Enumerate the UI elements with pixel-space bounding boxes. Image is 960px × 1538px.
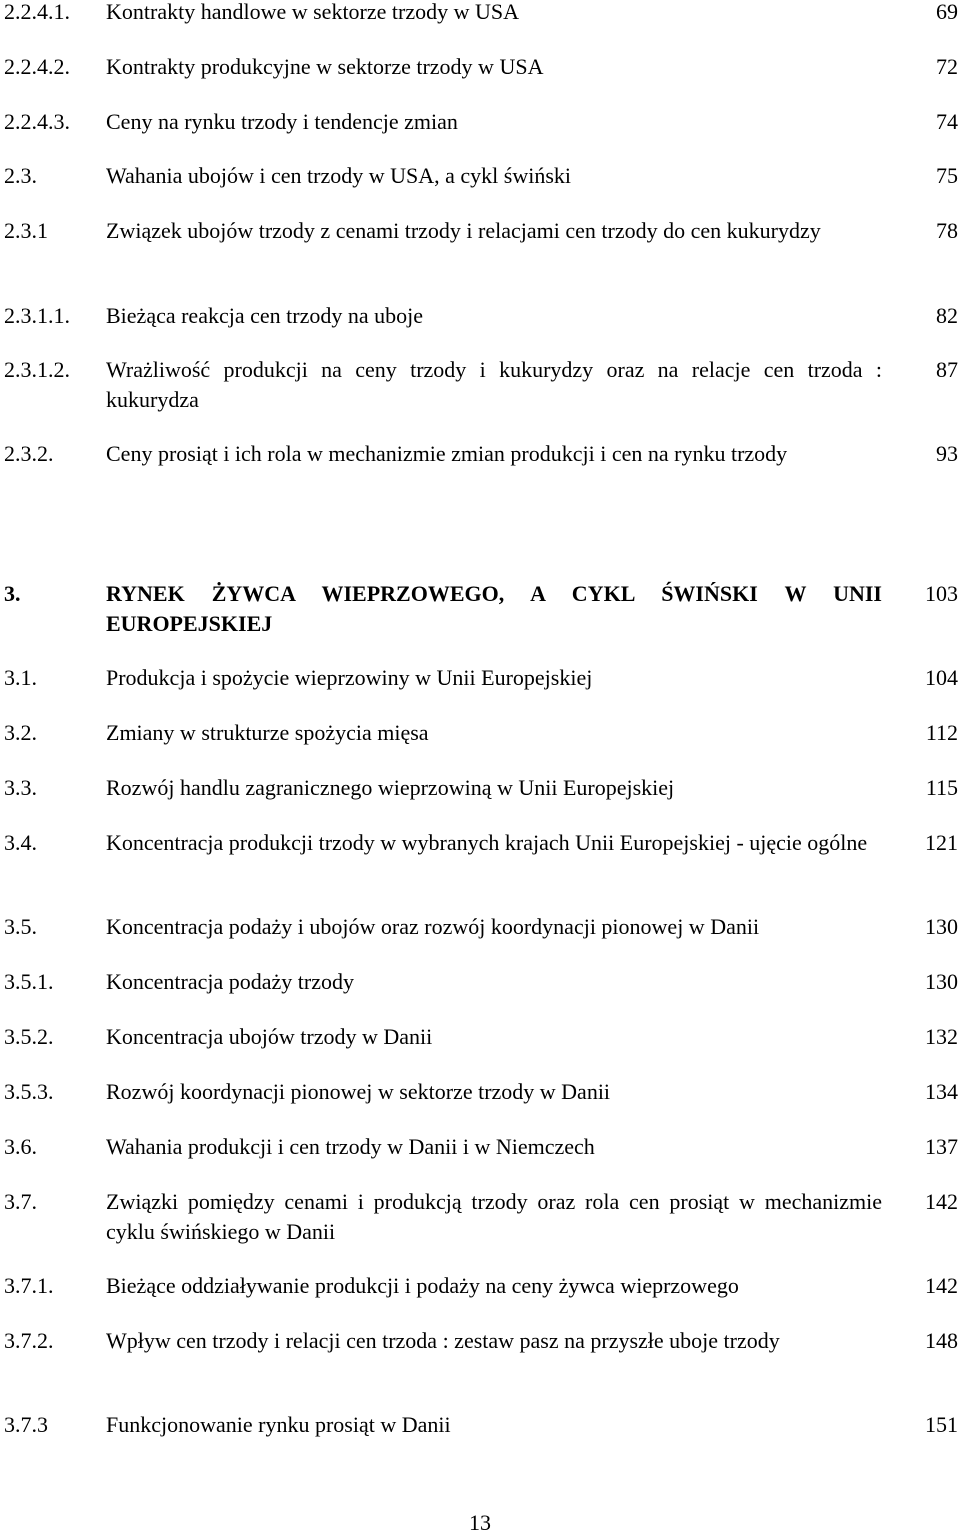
toc-entry-number: 2.2.4.3. [4,109,70,134]
toc-entry-number: 3.2. [4,720,37,745]
page-number: 13 [469,1510,491,1535]
toc-entry-title: Koncentracja ubojów trzody w Danii [106,1024,433,1049]
toc-entry-number: 3.4. [4,830,37,855]
toc-entry-number: 3.7.1. [4,1273,54,1298]
toc-entry-page: 137 [925,1134,958,1159]
toc-entry-page: 93 [936,441,958,466]
toc-entry-page: 151 [925,1412,958,1437]
toc-entry-number: 2.3.1.1. [4,303,70,328]
toc-entry-page: 69 [936,0,958,24]
toc-entry-title: Koncentracja produkcji trzody w wybranych krajach Unii Europejskiej - ujęcie ogólne [106,830,868,855]
toc-entry-number: 3.5. [4,914,37,939]
toc-entry-page: 75 [936,163,958,188]
toc-entry-title: Zmiany w strukturze spożycia mięsa [106,720,429,745]
toc-entry-number: 3.5.2. [4,1024,54,1049]
toc-entry-page: 112 [925,720,958,745]
toc-entry-number: 3.3. [4,775,37,800]
toc-entry-page: 130 [925,914,958,939]
toc-entry-title: Ceny prosiąt i ich rola w mechanizmie zmian produkcji i cen na rynku trzody [106,441,788,466]
toc-entry-title: Rozwój koordynacji pionowej w sektorze trzody w Danii [106,1079,611,1104]
toc-entry-title: Bieżące oddziaływanie produkcji i podaży na ceny żywca wieprzowego [106,1273,739,1298]
toc-entry-page: 74 [936,109,958,134]
toc-entry-number: 2.2.4.2. [4,54,70,79]
toc-entry-number: 3.5.3. [4,1079,54,1104]
toc-entry-title: Wrażliwość produkcji na ceny trzody i kukurydzy oraz na relacje cen trzoda : kukurydza [106,357,882,412]
toc-entry-page: 142 [925,1273,958,1298]
toc-entry-title: Ceny na rynku trzody i tendencje zmian [106,109,458,134]
toc-entry-title: Produkcja i spożycie wieprzowiny w Unii Europejskiej [106,665,593,690]
toc-entry-page: 78 [936,218,958,243]
toc-entry-title: Rozwój handlu zagranicznego wieprzowiną w Unii Europejskiej [106,775,675,800]
toc-entry-number: 2.2.4.1. [4,0,70,24]
toc-entry-title: Związek ubojów trzody z cenami trzody i relacjami cen trzody do cen kukurydzy [106,218,821,243]
toc-entry-page: 148 [925,1328,958,1353]
toc-entry-number: 3.1. [4,665,37,690]
toc-entry-title: Wahania ubojów i cen trzody w USA, a cykl świński [106,163,572,188]
toc-entry-page: 142 [925,1189,958,1214]
toc-entry-page: 115 [925,775,958,800]
toc-entry-title: RYNEK ŻYWCA WIEPRZOWEGO, A CYKL ŚWIŃSKI W UNII EUROPEJSKIEJ [106,581,882,636]
toc-entry-number: 2.3.2. [4,441,54,466]
toc-entry-title: Kontrakty produkcyjne w sektorze trzody w USA [106,54,544,79]
toc-entry-title: Bieżąca reakcja cen trzody na uboje [106,303,423,328]
toc-entry-page: 134 [925,1079,958,1104]
toc-entry-number: 3.7. [4,1189,37,1214]
toc-entry-page: 103 [925,581,958,606]
toc-entry-title: Koncentracja podaży i ubojów oraz rozwój koordynacji pionowej w Danii [106,914,760,939]
toc-entry-title: Funkcjonowanie rynku prosiąt w Danii [106,1412,451,1437]
toc-entry-title: Kontrakty handlowe w sektorze trzody w USA [106,0,520,24]
toc-entry-number: 3.7.2. [4,1328,54,1353]
toc-entry-title: Koncentracja podaży trzody [106,969,354,994]
toc-entry-number: 2.3.1.2. [4,357,70,382]
toc-entry-number: 2.3. [4,163,37,188]
toc-entry-number: 3.7.3 [4,1412,48,1437]
toc-entry-page: 87 [936,357,958,382]
toc-entry-page: 82 [936,303,958,328]
toc-entry-title: Wahania produkcji i cen trzody w Danii i w Niemczech [106,1134,595,1159]
toc-entry-number: 3.5.1. [4,969,54,994]
toc-entry-page: 132 [925,1024,958,1049]
toc-entry-page: 121 [925,830,958,855]
toc-entry-title: Wpływ cen trzody i relacji cen trzoda : zestaw pasz na przyszłe uboje trzody [106,1328,780,1353]
toc-entry-number: 3.6. [4,1134,37,1159]
toc-entry-page: 130 [925,969,958,994]
toc-entry-number: 2.3.1 [4,218,48,243]
toc-entry-number: 3. [4,581,21,606]
toc-entry-page: 72 [936,54,958,79]
toc-entry-title: Związki pomiędzy cenami i produkcją trzody oraz rola cen prosiąt w mechanizmie cyklu świńskiego w Danii [106,1189,882,1244]
toc-entry-page: 104 [925,665,958,690]
